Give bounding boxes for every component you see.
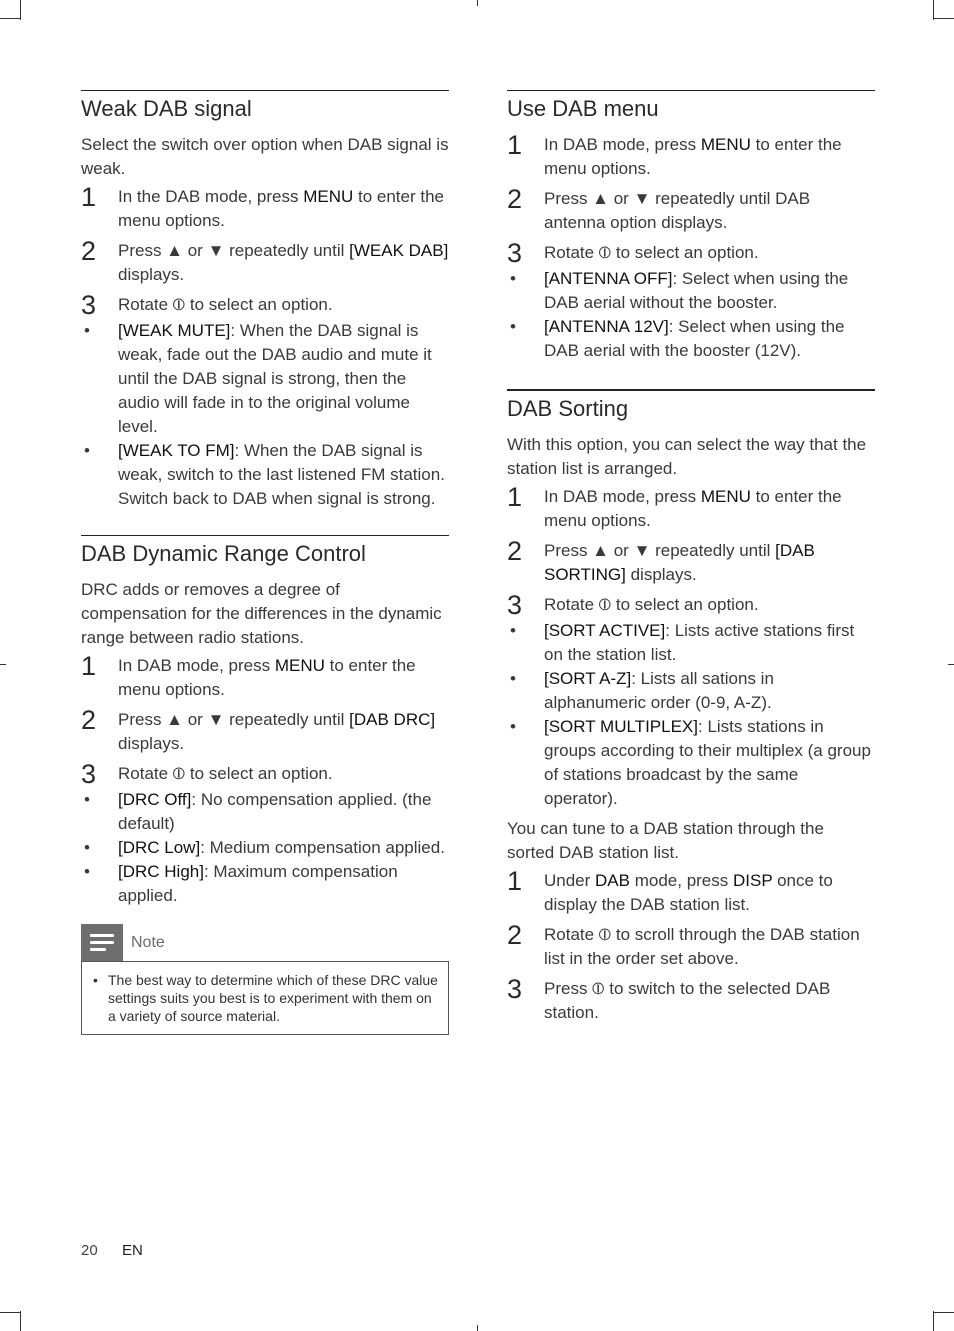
- step: [81, 236, 449, 287]
- step-number: 3: [507, 238, 523, 268]
- step-text: In DAB mode, press: [544, 135, 701, 154]
- crop-mark: [933, 0, 934, 20]
- step-text: to enter the menu options.: [118, 187, 444, 230]
- step: [507, 920, 875, 971]
- step: [507, 130, 875, 181]
- step: [507, 974, 875, 1025]
- step-text: Press ▲ or ▼ repeatedly until: [118, 241, 350, 260]
- keyword: DISP: [733, 871, 773, 890]
- option-text: : Maximum compensation applied.: [118, 862, 398, 905]
- step-text: In DAB mode, press: [118, 656, 275, 675]
- section-title: DAB Dynamic Range Control: [81, 541, 366, 566]
- step-text: Rotate ⦶ to scroll through the DAB station list in the order set above.: [544, 925, 860, 968]
- note-icon: [81, 924, 123, 961]
- option-item: [81, 836, 449, 860]
- step-text: to enter the menu options.: [118, 656, 416, 699]
- option-item: [81, 788, 449, 836]
- section-rule: [81, 535, 449, 568]
- step: [507, 184, 875, 235]
- page-footer: [81, 1242, 143, 1259]
- option-text: : No compensation applied. (the default): [118, 790, 432, 833]
- step-text: mode, press: [630, 871, 733, 890]
- step: [81, 182, 449, 233]
- keyword: [SORT MULTIPLEX]: [544, 717, 698, 736]
- step-number: 1: [81, 651, 97, 681]
- section-intro: Select the switch over option when DAB signal is weak.: [81, 135, 449, 178]
- weak-dab-section: [81, 90, 449, 511]
- step-number: 1: [507, 866, 523, 896]
- step-number: 2: [81, 236, 97, 266]
- keyword: [DAB SORTING]: [544, 541, 815, 584]
- step: [81, 705, 449, 756]
- crop-mark: [933, 1311, 934, 1331]
- keyword: MENU: [700, 487, 751, 506]
- step: [81, 651, 449, 702]
- step-text: Press ⦶ to switch to the selected DAB station.: [544, 979, 831, 1022]
- crop-mark: [477, 1325, 478, 1331]
- step-number: 1: [507, 482, 523, 512]
- step-number: 2: [507, 536, 523, 566]
- keyword: MENU: [303, 187, 354, 206]
- keyword: MENU: [274, 656, 325, 675]
- step-text: Rotate ⦶ to select an option.: [118, 764, 333, 783]
- note-text: The best way to determine which of these DRC value settings suits you best is to experiment with them on a variety of source material.: [108, 972, 438, 1024]
- section-title: Use DAB menu: [507, 96, 659, 121]
- section-intro: With this option, you can select the way that the station list is arranged.: [507, 435, 867, 478]
- step: [507, 482, 875, 533]
- step-text: Rotate ⦶ to select an option.: [118, 295, 333, 314]
- keyword: [WEAK MUTE]: [118, 321, 231, 340]
- step: [81, 290, 449, 511]
- option-item: [507, 267, 875, 315]
- keyword: [SORT ACTIVE]: [544, 621, 666, 640]
- right-column: [507, 90, 875, 1049]
- step: [507, 536, 875, 587]
- page-number: 20: [81, 1242, 98, 1259]
- section-rule: [507, 90, 875, 123]
- drc-section: [81, 535, 449, 1035]
- keyword: [ANTENNA 12V]: [544, 317, 669, 336]
- keyword: [DRC Low]: [118, 838, 201, 857]
- option-text: : Select when using the DAB aerial with the booster (12V).: [544, 317, 845, 360]
- left-column: [81, 90, 449, 1059]
- section-rule: [507, 389, 875, 423]
- language-code: EN: [122, 1242, 143, 1259]
- step-text: Press ▲ or ▼ repeatedly until: [118, 710, 350, 729]
- step-text: to enter the menu options.: [544, 487, 842, 530]
- step-number: 2: [81, 705, 97, 735]
- option-item: [507, 315, 875, 363]
- step-text: In DAB mode, press: [544, 487, 701, 506]
- step-number: 1: [81, 182, 97, 212]
- step-text: Press ▲ or ▼ repeatedly until DAB antenna option displays.: [544, 189, 811, 232]
- step-number: 3: [507, 590, 523, 620]
- step-text: Rotate ⦶ to select an option.: [544, 595, 759, 614]
- crop-mark: [477, 0, 478, 6]
- step: [507, 590, 875, 811]
- step-number: 2: [507, 184, 523, 214]
- keyword: MENU: [700, 135, 751, 154]
- crop-mark: [20, 1311, 21, 1331]
- step-text: Under: [544, 871, 596, 890]
- crop-mark: [934, 1312, 954, 1313]
- keyword: DAB: [595, 871, 630, 890]
- option-item: [507, 619, 875, 667]
- option-item: [81, 319, 449, 439]
- note-body: [81, 961, 449, 1035]
- crop-mark: [934, 18, 954, 19]
- option-list: [81, 319, 449, 511]
- option-list: [507, 619, 875, 811]
- crop-mark: [0, 18, 20, 19]
- section-title: DAB Sorting: [507, 396, 629, 421]
- step: [81, 759, 449, 908]
- step-number: 1: [507, 130, 523, 160]
- section-title: Weak DAB signal: [81, 96, 252, 121]
- option-text: : Lists active stations first on the station list.: [544, 621, 855, 664]
- option-item: [81, 439, 449, 511]
- crop-mark: [20, 0, 21, 20]
- keyword: [DAB DRC]: [349, 710, 436, 729]
- option-text: : Lists stations in groups according to their multiplex (a group of stations broadcast by the same operator).: [544, 717, 871, 808]
- step-text: once to display the DAB station list.: [544, 871, 833, 914]
- option-item: [507, 715, 875, 811]
- section-intro: DRC adds or removes a degree of compensation for the differences in the dynamic range between radio stations.: [81, 580, 442, 647]
- option-text: : When the DAB signal is weak, fade out the DAB audio and mute it until the DAB signal is strong, then the audio will fade in to the original volume level.: [118, 321, 432, 436]
- step: [507, 866, 875, 917]
- option-text: : Select when using the DAB aerial without the booster.: [544, 269, 849, 312]
- step-text: displays.: [118, 734, 185, 753]
- note-header: [81, 924, 449, 961]
- option-item: [81, 860, 449, 908]
- crop-mark: [948, 664, 954, 665]
- section-outro: You can tune to a DAB station through the sorted DAB station list.: [507, 819, 824, 862]
- crop-mark: [0, 664, 6, 665]
- step-number: 3: [507, 974, 523, 1004]
- step-text: displays.: [625, 565, 697, 584]
- use-dab-menu-section: [507, 90, 875, 363]
- section-rule: [81, 90, 449, 123]
- step-number: 3: [81, 759, 97, 789]
- option-list: [507, 267, 875, 363]
- keyword: [WEAK TO FM]: [118, 441, 235, 460]
- step-number: 3: [81, 290, 97, 320]
- step-text: Rotate ⦶ to select an option.: [544, 243, 759, 262]
- keyword: [DRC Off]: [118, 790, 192, 809]
- option-item: [507, 667, 875, 715]
- option-text: : Lists all sations in alphanumeric order (0-9, A-Z).: [544, 669, 774, 712]
- keyword: [DRC High]: [118, 862, 204, 881]
- step-text: In the DAB mode, press: [118, 187, 304, 206]
- option-text: : When the DAB signal is weak, switch to the last listened FM station. Switch back to DAB when signal is strong.: [118, 441, 445, 508]
- option-text: : Medium compensation applied.: [200, 838, 445, 857]
- option-list: [81, 788, 449, 908]
- keyword: [SORT A-Z]: [544, 669, 632, 688]
- keyword: [ANTENNA OFF]: [544, 269, 673, 288]
- dab-sorting-section: [507, 389, 875, 1025]
- step: [507, 238, 875, 363]
- crop-mark: [0, 1312, 20, 1313]
- step-text: displays.: [118, 265, 185, 284]
- step-number: 2: [507, 920, 523, 950]
- keyword: [WEAK DAB]: [349, 241, 449, 260]
- step-text: Press ▲ or ▼ repeatedly until: [544, 541, 776, 560]
- step-text: to enter the menu options.: [544, 135, 842, 178]
- note-box: [81, 924, 449, 1035]
- note-title: Note: [131, 933, 165, 951]
